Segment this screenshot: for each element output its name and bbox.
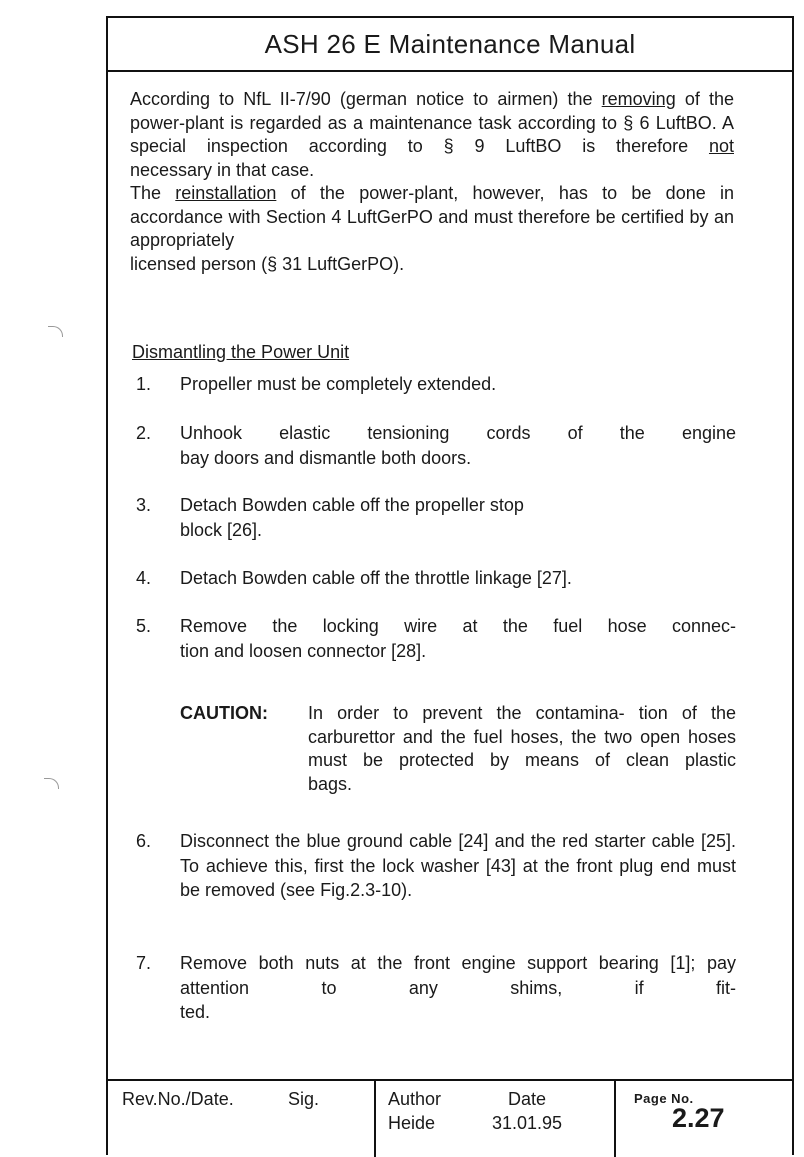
step-1 <box>132 372 736 397</box>
date-value: 31.01.95 <box>492 1113 563 1133</box>
step-number: 1. <box>136 374 152 394</box>
step-number: 4. <box>136 568 152 588</box>
caution-text-end: bags. <box>308 773 353 794</box>
manual-title: ASH 26 E Maintenance Manual <box>264 28 636 59</box>
step-number: 5. <box>136 616 152 636</box>
page-number: 2.27 <box>672 1103 725 1133</box>
margin-mark <box>48 326 63 337</box>
step-text: Propeller must be completely extended. <box>180 374 497 394</box>
step-5 <box>132 614 736 663</box>
intro-paragraph-2: The reinstallation of the power-plant, however, has to be done in accordance with Section 4 LuftGerPO and must therefore be certified by an appropriately <box>130 183 734 250</box>
author-value: Heide <box>388 1113 436 1133</box>
step-3 <box>132 493 736 542</box>
author-label: Author <box>388 1089 442 1109</box>
step-text-end: ted. <box>180 1002 211 1022</box>
step-number: 6. <box>136 831 152 851</box>
date-label: Date <box>508 1089 547 1109</box>
step-number: 2. <box>136 423 152 443</box>
page-number-label: Page No. <box>634 1091 694 1106</box>
step-text: Unhook elastic tensioning cords of the engine <box>180 423 736 443</box>
intro-paragraph-1: According to NfL II-7/90 (german notice to airmen) the removing of the power-plant is regarded as a maintenance task according to § 6 LuftBO. A special inspection according to § 9 LuftBO is therefore not <box>130 89 734 156</box>
revision-cell <box>108 1081 374 1157</box>
margin-mark <box>44 778 59 789</box>
signature-label: Sig. <box>288 1089 320 1109</box>
page-frame <box>106 16 794 1151</box>
step-text-end: tion and loosen connector [28]. <box>180 640 427 661</box>
revision-label: Rev.No./Date. <box>122 1089 234 1109</box>
step-text-end: bay doors and dismantle both doors. <box>180 447 472 468</box>
footer-table <box>106 1079 794 1155</box>
step-text: Detach Bowden cable off the propeller stop <box>180 495 524 515</box>
step-text: Remove both nuts at the front engine support bearing [1]; pay attention to any shims, if fit- <box>180 953 736 998</box>
step-number: 3. <box>136 495 152 515</box>
step-text: Disconnect the blue ground cable [24] and the red starter cable [25]. To achieve this, first the lock washer [43] at the front plug end must <box>180 831 736 876</box>
step-text: Detach Bowden cable off the throttle linkage [27]. <box>180 568 572 588</box>
section-heading: Dismantling the Power Unit <box>132 342 350 362</box>
intro-text <box>130 88 734 276</box>
step-4 <box>132 566 736 591</box>
removing-word: removing <box>601 89 676 109</box>
intro-paragraph-1-end: necessary in that case. <box>130 159 315 180</box>
author-date-cell <box>374 1081 614 1157</box>
not-word: not <box>708 136 734 156</box>
page-number-cell <box>614 1081 794 1157</box>
reinstallation-word: reinstallation <box>175 183 277 203</box>
step-text: Remove the locking wire at the fuel hose connec- <box>180 616 736 636</box>
step-2 <box>132 421 736 470</box>
step-6 <box>132 829 736 903</box>
step-7 <box>132 951 736 1025</box>
caution-text: In order to prevent the contamina- tion of the carburettor and the fuel hoses, the two open hoses must be protected by means of clean plastic <box>308 703 736 770</box>
intro-paragraph-2-end: licensed person (§ 31 LuftGerPO). <box>130 253 405 274</box>
step-text-end: block [26]. <box>180 519 263 540</box>
caution-note <box>180 702 736 796</box>
step-text-end: be removed (see Fig.2.3-10). <box>180 880 413 900</box>
caution-label: CAUTION: <box>180 703 268 723</box>
title-bar <box>108 18 792 72</box>
step-number: 7. <box>136 953 152 973</box>
